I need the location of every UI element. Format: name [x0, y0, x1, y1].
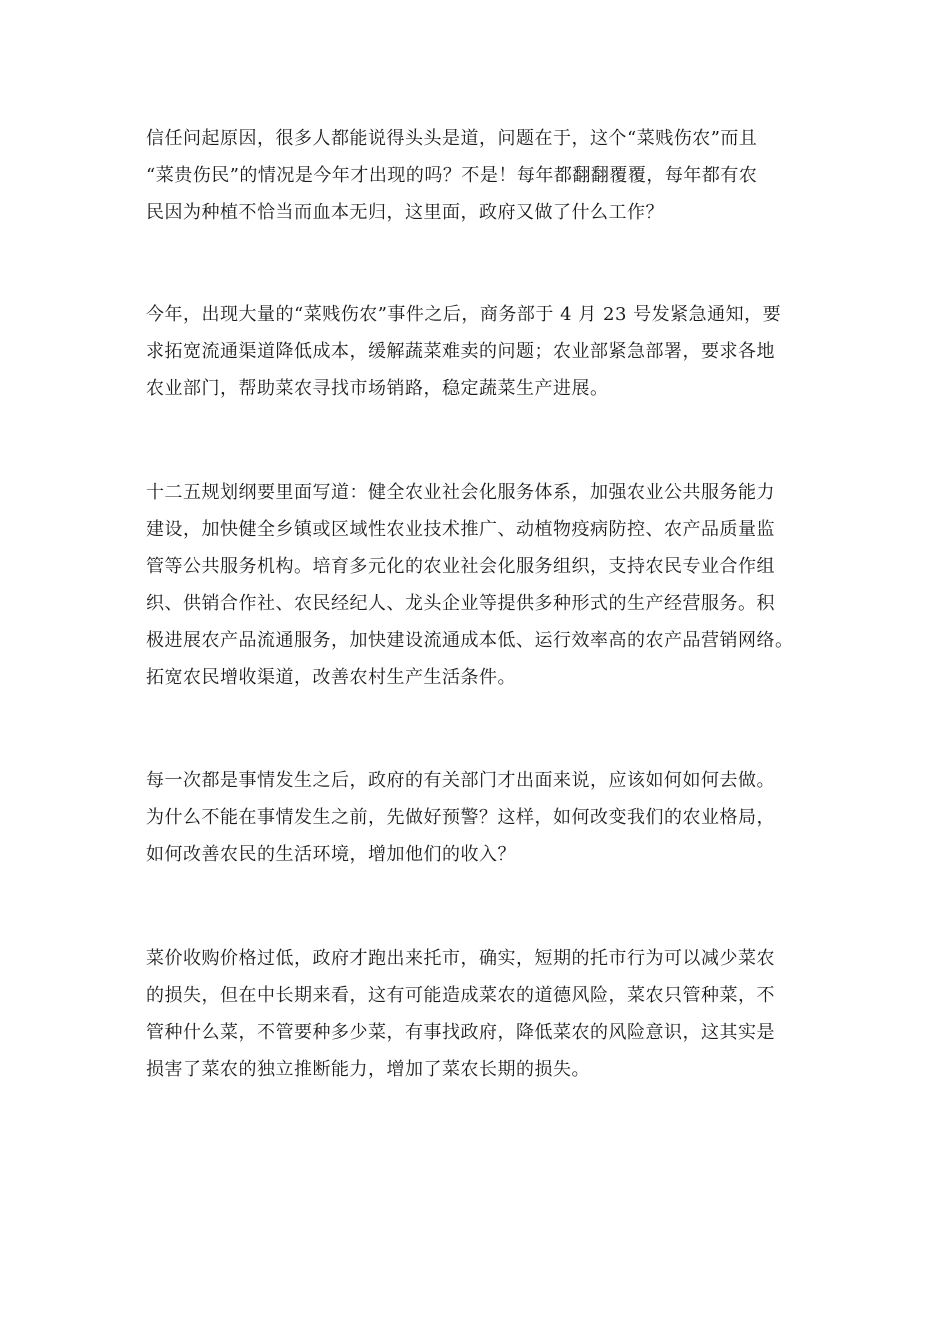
paragraph-3: [146, 474, 816, 696]
text-line: 十二五规划纲要里面写道：健全农业社会化服务体系，加强农业公共服务能力: [146, 482, 775, 503]
text-line: 管种什么菜，不管要种多少菜，有事找政府，降低菜农的风险意识，这其实是: [146, 1022, 775, 1043]
text-line: 极进展农产品流通服务，加快建设流通成本低、运行效率高的农产品营销网络。: [146, 630, 794, 651]
paragraph-2: [146, 296, 816, 407]
text-line: 农业部门，帮助菜农寻找市场销路，稳定蔬菜生产进展。: [146, 378, 609, 399]
text-line: 民因为种植不恰当而血本无归，这里面，政府又做了什么工作？: [146, 202, 664, 223]
text-line: 管等公共服务机构。培育多元化的农业社会化服务组织，支持农民专业合作组: [146, 556, 775, 577]
text-line: 每一次都是事情发生之后，政府的有关部门才出面来说，应该如何如何去做。: [146, 770, 775, 791]
paragraph-1: [146, 120, 816, 231]
text-line: 的损失，但在中长期来看，这有可能造成菜农的道德风险，菜农只管种菜，不: [146, 985, 775, 1006]
text-line: 今年，出现大量的“菜贱伤农”事件之后，商务部于 4 月 23 号发紧急通知，要: [146, 304, 782, 325]
text-line: 如何改善农民的生活环境，增加他们的收入？: [146, 844, 516, 865]
text-line: “菜贵伤民”的情况是今年才出现的吗？不是！每年都翻翻覆覆，每年都有农: [146, 165, 758, 186]
text-line: 建设，加快健全乡镇或区域性农业技术推广、动植物疫病防控、农产品质量监: [146, 519, 775, 540]
text-line: 信任问起原因，很多人都能说得头头是道，问题在于，这个“菜贱伤农”而且: [146, 128, 758, 149]
paragraph-5: [146, 940, 816, 1088]
text-line: 菜价收购价格过低，政府才跑出来托市，确实，短期的托市行为可以减少菜农: [146, 948, 775, 969]
text-line: 为什么不能在事情发生之前，先做好预警？这样，如何改变我们的农业格局，: [146, 807, 775, 828]
text-line: 织、供销合作社、农民经纪人、龙头企业等提供多种形式的生产经营服务。积: [146, 593, 775, 614]
text-line: 求拓宽流通渠道降低成本，缓解蔬菜难卖的问题；农业部紧急部署，要求各地: [146, 341, 775, 362]
text-line: 损害了菜农的独立推断能力，增加了菜农长期的损失。: [146, 1059, 590, 1080]
text-line: 拓宽农民增收渠道，改善农村生产生活条件。: [146, 667, 516, 688]
paragraph-4: [146, 762, 816, 873]
